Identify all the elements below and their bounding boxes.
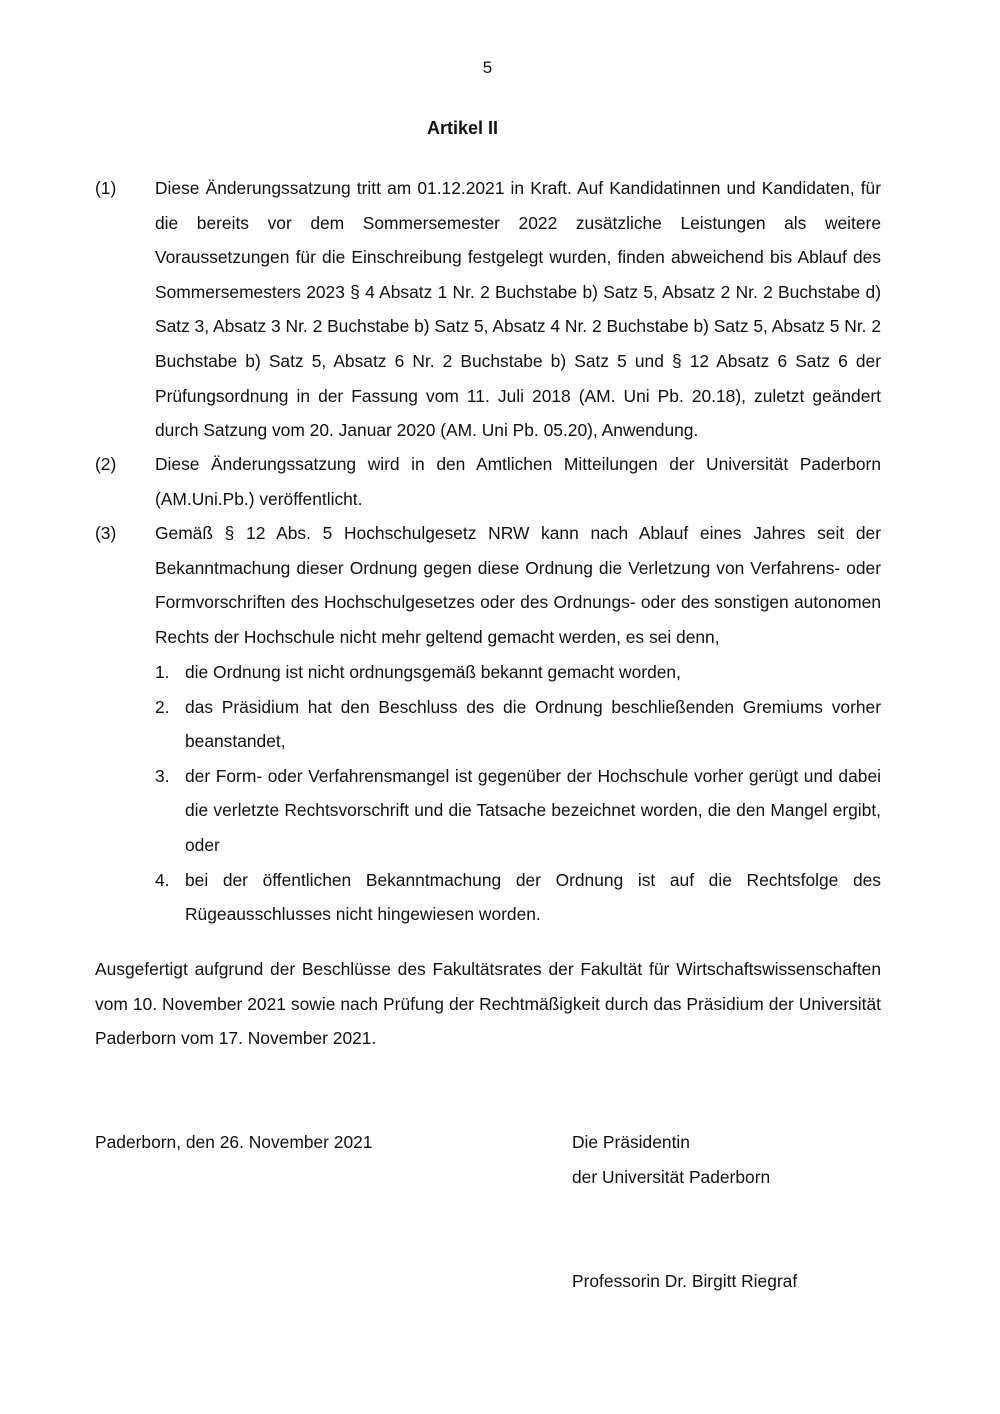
paragraph-number: (2) [95,454,117,474]
paragraph-text: Diese Änderungssatzung tritt am 01.12.2021 in Kraft. Auf Kandidatinnen und Kandidaten, für die bereits vor dem Sommersemester 2022 zusätzliche Leistungen als weitere Voraussetzungen für die Einschreibung festgelegt wurden, finden abweichend bis Ablauf des Sommersemesters 2023 § 4 Absatz 1 Nr. 2 Buchstabe b) Satz 5, Absatz 2 Nr. 2 Buchstabe d) Satz 3, Absatz 3 Nr. 2 Buchstabe b) Satz 5, Absatz 4 Nr. 2 Buchstabe b) Satz 5, Absatz 5 Nr. 2 Buchstabe b) Satz 5, Absatz 6 Nr. 2 Buchstabe b) Satz 5 und § 12 Absatz 6 Satz 6 der Prüfungsordnung in der Fassung vom 11. Juli 2018 (AM. Uni Pb. 20.18), zuletzt geändert durch Satzung vom 20. Januar 2020 (AM. Uni Pb. 05.20), Anwendung. [155,178,881,441]
list-item-number: 3. [155,765,170,786]
signatory-institution: der Universität Paderborn [572,1167,771,1187]
signatory-name: Professorin Dr. Birgitt Riegraf [572,1271,798,1291]
paragraph-3 [95,516,881,654]
page-number: 5 [482,58,493,77]
paragraph-1 [95,171,881,448]
list-item [155,759,881,863]
list-item-number: 1. [155,662,170,682]
list-item-number: 4. [155,869,170,890]
list-item-text: das Präsidium hat den Beschluss des die Ordnung beschließenden Gremiums vorher beanstandet, [185,696,881,752]
paragraph-number: (1) [95,178,117,198]
paragraph-number: (3) [95,523,117,543]
list-item-text: der Form- oder Verfahrensmangel ist gegenüber der Hochschule vorher gerügt und dabei die verletzte Rechtsvorschrift und die Tatsache bezeichnet worden, die den Mangel ergibt, oder [185,765,881,855]
list-item [155,863,881,932]
list-item-text: bei der öffentlichen Bekanntmachung der Ordnung ist auf die Rechtsfolge des Rügeausschlusses nicht hingewiesen worden. [185,869,881,925]
paragraph-text: Diese Änderungssatzung wird in den Amtlichen Mitteilungen der Universität Paderborn (AM.Uni.Pb.) veröffentlicht. [155,454,881,509]
exception-list [155,655,881,932]
place-date: Paderborn, den 26. November 2021 [95,1132,373,1152]
article-title: Artikel II [426,118,499,138]
paragraph-2 [95,447,881,516]
closing-statement: Ausgefertigt aufgrund der Beschlüsse des Fakultätsrates der Fakultät für Wirtschaftswissenschaften vom 10. November 2021 sowie nach Prüfung der Rechtmäßigkeit durch das Präsidium der Universität Paderborn vom 17. November 2021. [95,959,881,1049]
list-item-number: 2. [155,696,170,717]
list-item [155,690,881,759]
paragraph-text: Gemäß § 12 Abs. 5 Hochschulgesetz NRW kann nach Ablauf eines Jahres seit der Bekanntmachung dieser Ordnung gegen diese Ordnung die Verletzung von Verfahrens- oder Formvorschriften des Hochschulgesetzes oder des Ordnungs- oder des sonstigen autonomen Rechts der Hochschule nicht mehr geltend gemacht werden, es sei denn, [155,523,881,647]
list-item-text: die Ordnung ist nicht ordnungsgemäß bekannt gemacht worden, [185,662,681,682]
list-item [155,655,881,690]
signatory-title: Die Präsidentin [572,1132,690,1152]
